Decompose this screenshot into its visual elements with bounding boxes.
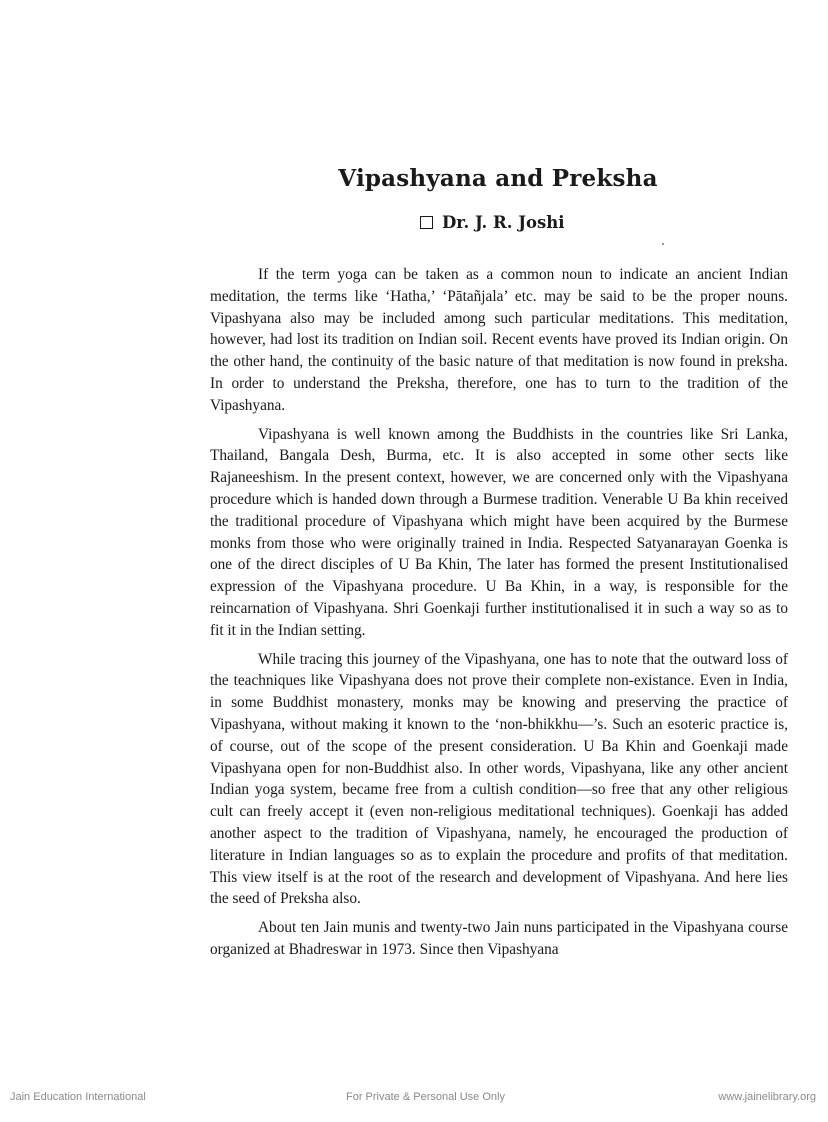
paragraph-1: If the term yoga can be taken as a common noun to indicate an ancient Indian meditation, the terms like ‘Hatha,’ ‘Pātañjala’ etc. may be said to be the proper nouns. Vipashyana also may be included among such particular meditations. This meditation, however, had lost its tradition on Indian soil. Recent events have proved its Indian origin. On the other hand, the continuity of the basic nature of that meditation is now found in preksha. In order to understand the Preksha, therefore, one has to turn to the tradition of the Vipashyana.: [210, 266, 788, 414]
footer-publisher: Jain Education International: [10, 1091, 146, 1103]
article-author: [420, 213, 565, 232]
footer-usage-note: For Private & Personal Use Only: [346, 1091, 505, 1103]
article-title: Vipashyana and Preksha: [338, 165, 658, 192]
paragraph-4: About ten Jain munis and twenty-two Jain nuns participated in the Vipashyana course organized at Bhadreswar in 1973. Since then Vipashyana: [210, 919, 788, 958]
paragraph-3: While tracing this journey of the Vipashyana, one has to note that the outward loss of the teachniques like Vipashyana does not prove their complete non-existance. Even in India, in some Buddhist monastery, monks may be knowing and preserving the practice of Vipashyana, without making it known to the ‘non-bhikkhu—’s. Such an esoteric practice is, of course, out of the scope of the present consideration. U Ba Khin and Goenkaji made Vipashyana open for non-Buddhist also. In other words, Vipashyana, like any other ancient Indian yoga system, became free from a cultish condition—so free that any other religious cult can freely accept it (even non-religious meditational techniques). Goenkaji has added another aspect to the tradition of Vipashyana, namely, he encouraged the production of literature in Indian languages so as to explain the procedure and profits of that meditation. This view itself is at the root of the research and development of Vipashyana. And here lies the seed of Preksha also.: [210, 650, 788, 908]
article-body: [210, 264, 788, 968]
author-name: Dr. J. R. Joshi: [442, 213, 565, 232]
paragraph-2: Vipashyana is well known among the Buddhists in the countries like Sri Lanka, Thailand, Bangala Desh, Burma, etc. It is also accepted in some other sects like Rajaneeshism. In the present context, however, we are concerned only with the Vipashyana procedure which is handed down through a Burmese tradition. Venerable U Ba khin received the traditional procedure of Vipashyana which might have been acquired by the Burmese monks from those who were originally trained in India. Respected Satyanarayan Goenka is one of the direct disciples of U Ba Khin, The later has formed the present Institutionalised expression of the Vipashyana procedure. U Ba Khin, in a way, is responsible for the reincarnation of Vipashyana. Shri Goenkaji further institutionalised it in such a way so as to fit it in the Indian setting.: [210, 425, 788, 639]
square-bullet-icon: [420, 216, 433, 229]
footer-website-link[interactable]: www.jainelibrary.org: [718, 1091, 816, 1103]
scan-speck: [662, 243, 664, 245]
